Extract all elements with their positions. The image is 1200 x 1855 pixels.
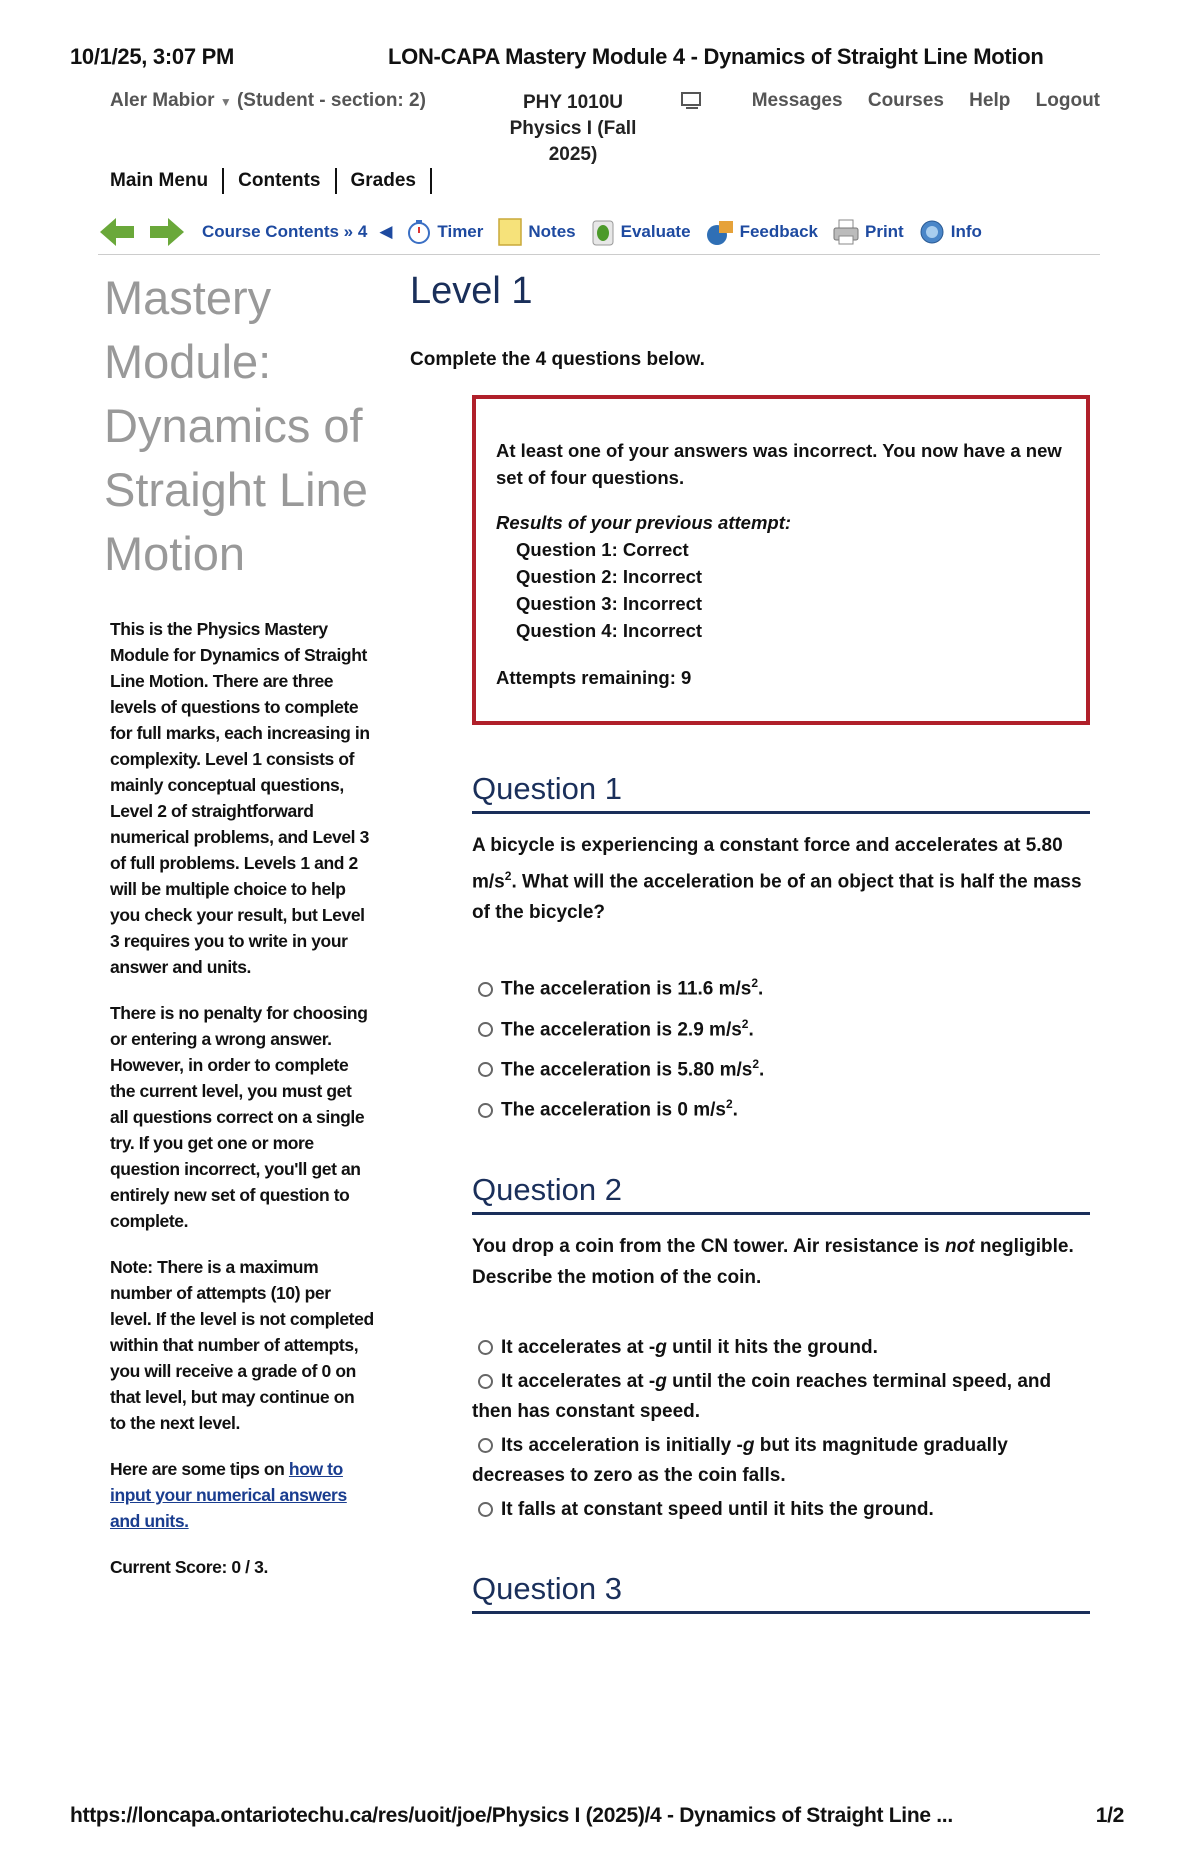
question-title: Question 1 bbox=[472, 771, 1090, 814]
radio-button[interactable] bbox=[478, 1022, 493, 1037]
back-arrow-icon[interactable] bbox=[98, 215, 138, 249]
evaluate-button[interactable] bbox=[590, 217, 691, 247]
question-2 bbox=[472, 1172, 1090, 1525]
module-title: Mastery Module: Dynamics of Straight Line Motion bbox=[104, 271, 368, 580]
user-dropdown-icon[interactable]: ▼ bbox=[219, 95, 232, 109]
monitor-icon[interactable] bbox=[680, 92, 704, 110]
attempts-note bbox=[110, 1254, 374, 1436]
radio-button[interactable] bbox=[478, 1340, 493, 1355]
note-text: There is a maximum number of attempts (10) per level. If the level is not completed within that number of attempts, you will receive a grade of 0 on that level, but may continue on to the next level. bbox=[110, 1257, 374, 1433]
option-label: until it hits the ground. bbox=[666, 1336, 878, 1358]
previous-attempt-alert bbox=[472, 395, 1090, 725]
tips-prefix: Here are some tips on bbox=[110, 1459, 289, 1479]
option-label: Its acceleration is initially - bbox=[501, 1434, 743, 1456]
option-symbol: g bbox=[742, 1434, 755, 1456]
answer-option[interactable] bbox=[472, 1431, 1090, 1491]
user-role: (Student - section: 2) bbox=[236, 90, 426, 111]
radio-button[interactable] bbox=[478, 1438, 493, 1453]
print-header bbox=[70, 44, 1130, 74]
option-label: The acceleration is 2.9 m/s bbox=[501, 1018, 742, 1040]
instructions: Complete the 4 questions below. bbox=[410, 349, 705, 370]
grades-link[interactable]: Grades bbox=[337, 168, 432, 194]
feedback-label: Feedback bbox=[739, 222, 818, 241]
question-text-part: negligible. Describe the motion of the coin. bbox=[472, 1235, 1074, 1288]
info-label: Info bbox=[950, 222, 982, 241]
option-label: It falls at constant speed until it hits the ground. bbox=[501, 1498, 934, 1520]
alert-message: At least one of your answers was incorrect. You now have a new set of four questions. bbox=[496, 440, 1062, 488]
feedback-icon bbox=[705, 217, 735, 247]
notes-button[interactable] bbox=[497, 217, 575, 247]
question-text-part: . What will the acceleration be of an object that is half the mass of the bicycle? bbox=[472, 871, 1082, 924]
timer-label: Timer bbox=[437, 222, 484, 241]
question-text-emphasis: not bbox=[945, 1235, 975, 1257]
answer-option[interactable] bbox=[472, 1367, 1090, 1427]
answer-option[interactable] bbox=[472, 1495, 1090, 1525]
result-q4: Question 4: Incorrect bbox=[516, 620, 703, 641]
course-title: Physics I (Fall bbox=[509, 118, 637, 139]
navigation-toolbar bbox=[98, 210, 1100, 255]
radio-button[interactable] bbox=[478, 1103, 493, 1118]
notes-label: Notes bbox=[528, 222, 576, 241]
option-label: The acceleration is 0 m/s bbox=[501, 1099, 726, 1121]
info-icon bbox=[918, 218, 946, 246]
module-sidebar bbox=[104, 266, 374, 1600]
print-datetime: 10/1/25, 3:07 PM bbox=[70, 44, 234, 69]
current-score: Current Score: 0 / 3. bbox=[110, 1557, 268, 1577]
courses-link[interactable]: Courses bbox=[867, 90, 944, 111]
radio-button[interactable] bbox=[478, 982, 493, 997]
level-title: Level 1 bbox=[410, 270, 533, 312]
contents-link[interactable]: Contents bbox=[224, 168, 336, 194]
page-number: 1/2 bbox=[1095, 1804, 1124, 1827]
print-label: Print bbox=[865, 222, 904, 241]
radio-button[interactable] bbox=[478, 1062, 493, 1077]
course-name bbox=[488, 90, 658, 168]
radio-button[interactable] bbox=[478, 1502, 493, 1517]
option-symbol: g bbox=[655, 1336, 667, 1358]
evaluate-label: Evaluate bbox=[620, 222, 691, 241]
forward-arrow-icon[interactable] bbox=[146, 215, 186, 249]
course-term: 2025) bbox=[548, 144, 598, 165]
question-title: Question 2 bbox=[472, 1172, 1090, 1215]
option-label: The acceleration is 5.80 m/s bbox=[501, 1059, 753, 1081]
answer-option[interactable]: The acceleration is 2.9 $m/s^2$. bbox=[472, 1009, 1090, 1045]
question-text bbox=[472, 1231, 1090, 1293]
penalty-info: There is no penalty for choosing or entering a wrong answer. However, in order to complete the current level, you must get all questions correct on a single try. If you get one or more question incorrect, you'll get an entirely new set of question to complete. bbox=[110, 1003, 368, 1231]
logout-link[interactable]: Logout bbox=[1035, 90, 1100, 111]
question-text-part: You drop a coin from the CN tower. Air resistance is bbox=[472, 1235, 945, 1257]
question-3 bbox=[472, 1571, 1090, 1614]
attempts-remaining: Attempts remaining: 9 bbox=[496, 667, 692, 688]
printer-icon bbox=[832, 218, 860, 246]
results-heading: Results of your previous attempt: bbox=[496, 512, 792, 533]
result-q1: Question 1: Correct bbox=[516, 539, 689, 560]
top-links bbox=[732, 90, 1100, 112]
top-bar bbox=[110, 90, 1100, 165]
help-link[interactable]: Help bbox=[969, 90, 1011, 111]
info-button[interactable] bbox=[918, 218, 982, 246]
breadcrumb[interactable]: Course Contents » 4 bbox=[202, 222, 368, 241]
option-label: The acceleration is 11.6 m/s bbox=[501, 978, 752, 1000]
feedback-button[interactable] bbox=[705, 217, 818, 247]
messages-link[interactable]: Messages bbox=[751, 90, 843, 111]
result-q3: Question 3: Incorrect bbox=[516, 593, 703, 614]
answer-option[interactable]: The acceleration is 5.80 $m/s^2$. bbox=[472, 1049, 1090, 1085]
note-label: Note: bbox=[110, 1257, 153, 1277]
notes-icon bbox=[497, 217, 523, 247]
evaluate-icon bbox=[590, 217, 616, 247]
print-page-title: LON-CAPA Mastery Module 4 - Dynamics of Straight Line Motion bbox=[388, 44, 1044, 69]
main-menu-bar bbox=[110, 168, 432, 194]
tips-paragraph bbox=[110, 1456, 374, 1534]
module-description: This is the Physics Mastery Module for Dynamics of Straight Line Motion. There are three levels of questions to complete for full marks, each increasing in complexity. Level 1 consists of mainly conceptual questions, Level 2 of straightforward numerical problems, and Level 3 of full problems. Levels 1 and 2 will be multiple choice to help you check your result, but Level 3 requires you to write in your answer and units. bbox=[110, 619, 370, 977]
user-name-menu[interactable]: Aler Mabior bbox=[110, 90, 215, 111]
print-button[interactable] bbox=[832, 218, 904, 246]
answer-option[interactable] bbox=[472, 1333, 1090, 1363]
option-label: It accelerates at - bbox=[501, 1336, 656, 1358]
result-q2: Question 2: Incorrect bbox=[516, 566, 703, 587]
question-text-part: A bicycle is experiencing a constant force and accelerates at 5.80 m/s bbox=[472, 835, 1063, 893]
main-content bbox=[410, 270, 1100, 1614]
option-symbol: g bbox=[655, 1370, 667, 1392]
option-label: until the coin reaches terminal speed, and then has constant speed. bbox=[472, 1370, 1052, 1422]
collapse-icon[interactable]: ◀ bbox=[379, 222, 393, 241]
radio-button[interactable] bbox=[478, 1374, 493, 1389]
main-menu-link[interactable]: Main Menu bbox=[110, 168, 224, 194]
question-text: A bicycle is experiencing a constant force and accelerates at 5.80 $m/s^2$. What will the acceleration be of an object that is half the mass of the bicycle? bbox=[472, 835, 1082, 924]
course-code: PHY 1010U bbox=[523, 92, 623, 113]
option-label: It accelerates at - bbox=[501, 1370, 656, 1392]
answer-option[interactable]: The acceleration is 0 $m/s^2$. bbox=[472, 1089, 1090, 1125]
option-label: but its magnitude gradually decreases to zero as the coin falls. bbox=[472, 1434, 1008, 1486]
tips-link[interactable]: how to input your numerical answers and units. bbox=[110, 1459, 347, 1531]
user-info bbox=[110, 90, 426, 112]
question-1 bbox=[472, 771, 1090, 1126]
timer-icon bbox=[406, 219, 432, 245]
question-title: Question 3 bbox=[472, 1571, 1090, 1614]
timer-button[interactable] bbox=[406, 219, 483, 245]
page-url: https://loncapa.ontariotechu.ca/res/uoit/joe/Physics I (2025)/4 - Dynamics of Straight Line ... bbox=[70, 1804, 953, 1827]
answer-option[interactable]: The acceleration is 11.6 $m/s^2$. bbox=[472, 968, 1090, 1004]
